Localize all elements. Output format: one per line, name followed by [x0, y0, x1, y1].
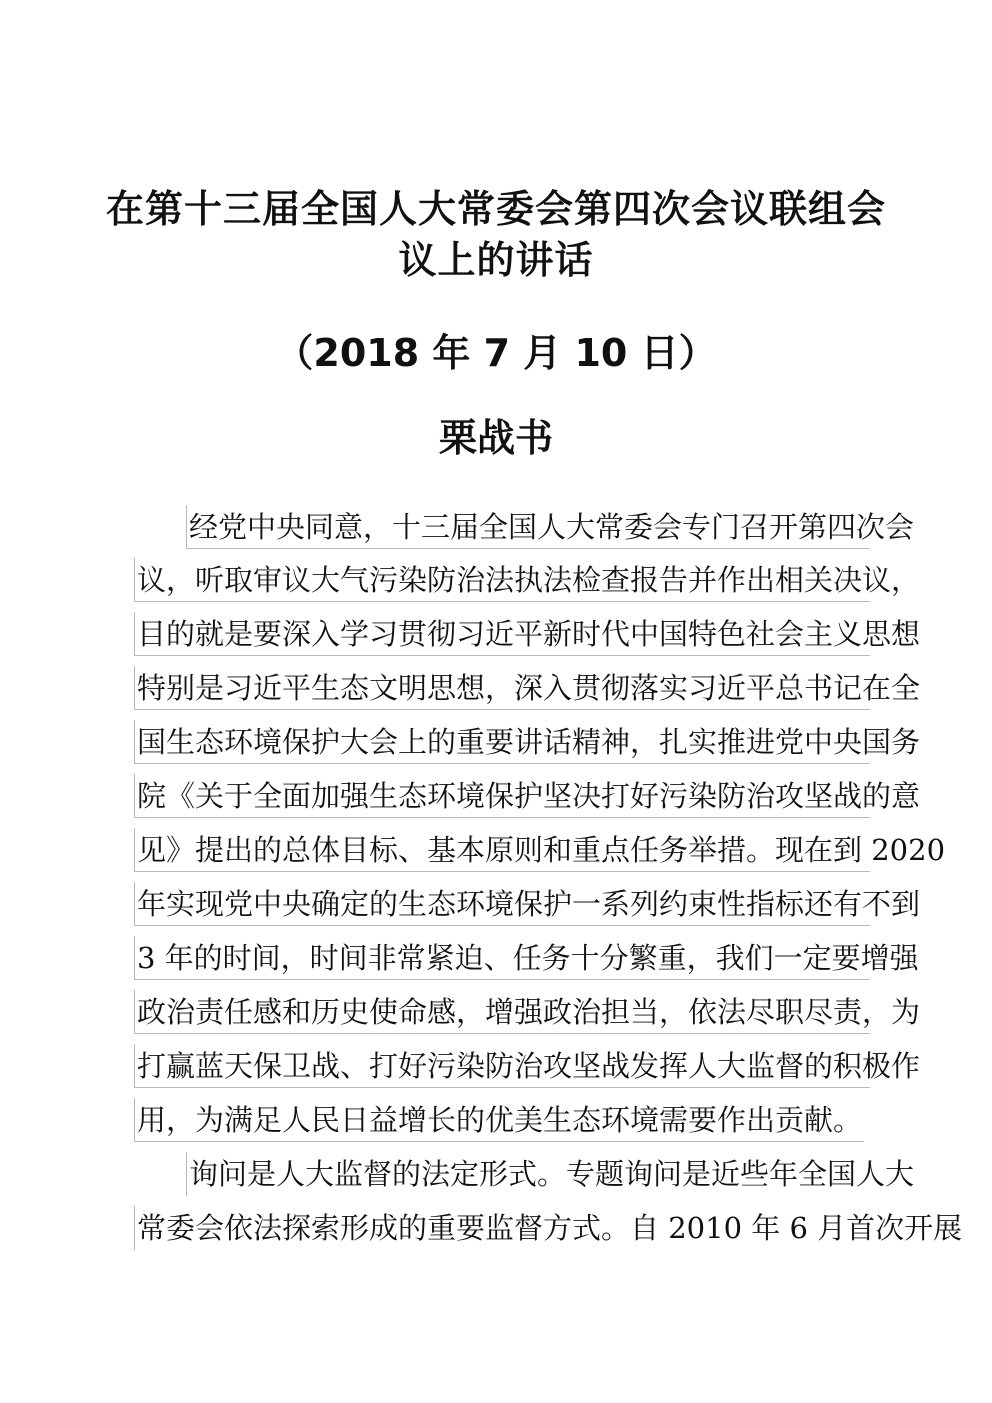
paragraph-line: 目的就是要深入学习贯彻习近平新时代中国特色社会主义思想 [134, 612, 870, 656]
paragraph-line: 院《关于全面加强生态环境保护坚决打好污染防治攻坚战的意 [134, 774, 870, 818]
paragraph-line: 政治责任感和历史使命感，增强政治担当，依法尽职尽责，为 [134, 990, 870, 1034]
paragraph-line: 特别是习近平生态文明思想，深入贯彻落实习近平总书记在全 [134, 666, 870, 710]
speaker-name: 栗战书 [438, 416, 553, 460]
paragraph-line: 询问是人大监督的法定形式。专题询问是近些年全国人大 [186, 1152, 870, 1196]
speech-date: （2018 年 7 月 10 日） [275, 331, 717, 375]
paragraph-line: 国生态环境保护大会上的重要讲话精神，扎实推进党中央国务 [134, 720, 870, 764]
paragraph-line: 见》提出的总体目标、基本原则和重点任务举措。现在到 2020 [134, 828, 870, 872]
paragraph-line: 3 年的时间，时间非常紧迫、任务十分繁重，我们一定要增强 [134, 936, 870, 980]
paragraph-line: 打赢蓝天保卫战、打好污染防治攻坚战发挥人大监督的积极作 [134, 1044, 870, 1088]
paragraph-line: 用，为满足人民日益增长的优美生态环境需要作出贡献。 [134, 1098, 864, 1142]
paragraph-line: 议，听取审议大气污染防治法执法检查报告并作出相关决议， [134, 558, 870, 602]
paragraph-line: 年实现党中央确定的生态环境保护一系列约束性指标还有不到 [134, 882, 870, 926]
paragraph-line: 经党中央同意，十三届全国人大常委会专门召开第四次会 [186, 505, 870, 549]
paragraph-line: 常委会依法探索形成的重要监督方式。自 2010 年 6 月首次开展 [134, 1206, 870, 1250]
document-title-line-1: 在第十三届全国人大常委会第四次会议联组会 [105, 187, 886, 231]
document-title-line-2: 议上的讲话 [398, 238, 594, 282]
